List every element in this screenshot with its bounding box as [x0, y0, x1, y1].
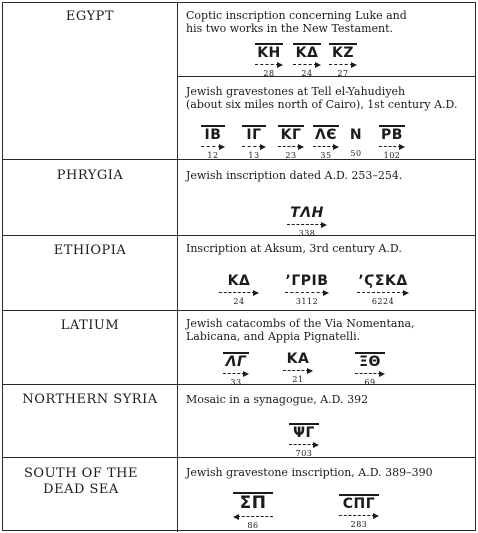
numeral-glyph [223, 352, 249, 387]
glyph-value: 28 [263, 69, 275, 78]
glyph-letters: ΚΓ [278, 125, 304, 142]
description-line: (about six miles north of Cairo), 1st century A.D. [186, 97, 458, 111]
column-divider [177, 311, 178, 384]
description-line: Jewish gravestones at Tell el-Yahudiyeh [186, 85, 406, 98]
row-ethiopia [3, 236, 475, 311]
direction-arrow-icon [255, 62, 283, 68]
direction-arrow-icon [283, 368, 313, 374]
numeral-glyph [293, 43, 321, 78]
numeral-glyph [283, 352, 313, 384]
row-south-of-the-dead-sea [3, 458, 475, 532]
numeral-glyph [355, 352, 385, 387]
description-line: his two works in the New Testament. [186, 21, 394, 35]
glyph-value: 6224 [371, 297, 395, 306]
glyph-letters: ΡΒ [379, 125, 405, 142]
numeral-glyph [285, 274, 329, 306]
numeral-glyph [289, 423, 319, 458]
inscription-description [186, 170, 466, 183]
glyph-value: 86 [247, 521, 259, 530]
glyph-letters: ΛЄ [314, 127, 338, 143]
inscription-description [186, 467, 466, 480]
numeral-glyph [278, 125, 304, 160]
glyph-letters: ΙΓ [242, 125, 266, 142]
direction-arrow-icon [379, 144, 405, 150]
direction-arrow-icon [219, 290, 259, 296]
glyph-value: 35 [320, 151, 332, 160]
inscription-description [186, 86, 466, 111]
region-name: NORTHERN SYRIA [22, 392, 158, 407]
direction-arrow-icon [313, 144, 339, 150]
row-phrygia [3, 160, 475, 236]
glyph-letters: CΠΓ [339, 494, 379, 511]
numeral-glyph [339, 494, 379, 529]
glyph-letters: ΛΓ [223, 352, 249, 369]
direction-arrow-icon [285, 290, 329, 296]
inscription-description [186, 318, 466, 343]
direction-arrow-icon [278, 144, 304, 150]
numeral-glyph [287, 206, 327, 238]
region-name: ETHIOPIA [53, 243, 127, 258]
glyph-value: 283 [350, 520, 368, 529]
glyph-value: 24 [301, 69, 313, 78]
region-name: PHRYGIA [56, 168, 124, 183]
numeral-glyph [329, 43, 357, 78]
row-egypt [3, 3, 475, 160]
glyph-letters: ΙΒ [201, 125, 225, 142]
glyph-letters: Ν [349, 127, 363, 143]
inscription-description [186, 243, 466, 256]
direction-arrow-icon [289, 442, 319, 448]
numeral-glyph [201, 125, 225, 160]
description-line: Jewish gravestone inscription, A.D. 389–390 [186, 466, 433, 479]
direction-arrow-icon [201, 144, 225, 150]
description-line: Labicana, and Appia Pignatelli. [186, 329, 361, 343]
description-line: Jewish catacombs of the Via Nomentana, [186, 317, 415, 330]
glyph-letters: ΣΠ [233, 492, 273, 512]
direction-arrow-icon [357, 290, 409, 296]
column-divider [177, 160, 178, 235]
row-northern-syria [3, 385, 475, 458]
numeral-glyph [345, 128, 367, 158]
glyph-value: 338 [298, 229, 316, 238]
inscription-description [186, 394, 466, 407]
glyph-letters: ʼϚΣΚΔ [358, 273, 408, 289]
inscription-description [186, 10, 466, 35]
direction-arrow-left-icon [233, 514, 273, 520]
glyph-value: 50 [350, 149, 362, 158]
glyph-value: 12 [207, 151, 219, 160]
region-name: SOUTH OF THE DEAD SEA [24, 466, 138, 497]
direction-arrow-icon [329, 62, 357, 68]
direction-arrow-icon [242, 144, 266, 150]
description-line: Mosaic in a synagogue, A.D. 392 [186, 393, 369, 406]
numeral-glyph [255, 43, 283, 78]
numeral-glyph [242, 125, 266, 160]
direction-arrow-icon [339, 513, 379, 519]
glyph-letters: ΚΑ [286, 351, 310, 367]
glyph-value: 3112 [295, 297, 319, 306]
description-line: Coptic inscription concerning Luke and [186, 9, 407, 22]
column-divider [177, 236, 178, 310]
row-latium [3, 311, 475, 385]
glyph-letters: ΚΖ [329, 43, 357, 60]
glyph-letters: ΤΛΗ [290, 205, 324, 221]
glyph-value: 102 [383, 151, 401, 160]
numeral-glyph [313, 125, 339, 160]
glyph-value: 24 [233, 297, 245, 306]
direction-arrow-icon [355, 371, 385, 377]
region-name: LATIUM [60, 318, 120, 333]
column-divider [177, 385, 178, 457]
glyph-value: 23 [285, 151, 297, 160]
glyph-value: 33 [230, 378, 242, 387]
direction-arrow-icon [223, 371, 249, 377]
region-name: EGYPT [65, 9, 115, 24]
direction-arrow-icon [287, 222, 327, 228]
numeral-glyph [379, 125, 405, 160]
numeral-glyph [233, 492, 273, 530]
glyph-letters: ΚΗ [255, 43, 283, 60]
glyph-value: 27 [337, 69, 349, 78]
description-line: Jewish inscription dated A.D. 253–254. [186, 169, 403, 182]
numeral-glyph [357, 274, 409, 306]
glyph-letters: ΚΔ [227, 273, 251, 289]
glyph-value: 69 [364, 378, 376, 387]
glyph-value: 21 [292, 375, 304, 384]
glyph-value: 13 [248, 151, 260, 160]
glyph-letters: ΨΓ [289, 423, 319, 440]
description-line: Inscription at Aksum, 3rd century A.D. [186, 242, 402, 255]
direction-arrow-icon [293, 62, 321, 68]
glyph-letters: ΚΔ [293, 43, 321, 60]
glyph-letters: ʼΓΡΙΒ [285, 273, 329, 289]
column-divider [177, 458, 178, 532]
inscription-table [2, 2, 476, 531]
glyph-value: 703 [295, 449, 313, 458]
glyph-letters: ΞΘ [355, 352, 385, 369]
numeral-glyph [219, 274, 259, 306]
